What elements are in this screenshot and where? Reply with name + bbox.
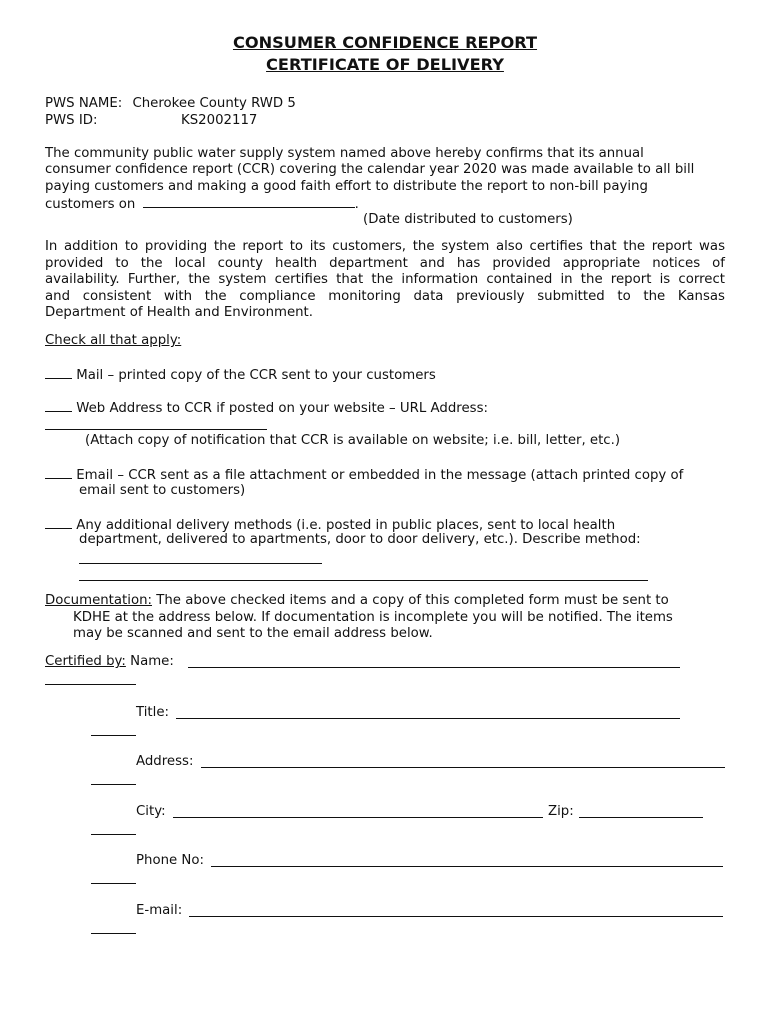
- documentation-label: Documentation:: [45, 593, 152, 608]
- distribution-date-field[interactable]: [143, 195, 355, 208]
- paragraph2-line5: Department of Health and Environment.: [45, 305, 313, 321]
- url-address-field[interactable]: [45, 429, 267, 430]
- city-field[interactable]: [173, 817, 543, 818]
- paragraph2-line4: and consistent with the compliance monitoring data previously submitted to the Kansas: [45, 288, 725, 304]
- email-field-continuation[interactable]: [91, 933, 136, 934]
- documentation-line1: [45, 593, 669, 610]
- pws-id-row: [45, 113, 258, 130]
- paragraph1-line2: consumer confidence report (CCR) covering the calendar year 2020 was made available to all bill: [45, 162, 695, 177]
- option-email: [45, 466, 683, 485]
- paragraph1-line3: paying customers and making a good faith effort to distribute the report to non-bill paying: [45, 179, 648, 194]
- email-field[interactable]: [189, 916, 723, 917]
- option-web-note: (Attach copy of notification that CCR is available on website; i.e. bill, letter, etc.): [85, 433, 621, 448]
- title-label: Title:: [136, 705, 169, 720]
- pws-id-value: KS2002117: [181, 113, 258, 128]
- documentation-text1: The above checked items and a copy of this completed form must be sent to: [156, 593, 669, 608]
- paragraph2-line2: provided to the local county health department and has provided appropriate notices of: [45, 255, 725, 271]
- distribution-date-period: .: [354, 197, 359, 212]
- describe-method-field-1[interactable]: [79, 563, 322, 564]
- name-field[interactable]: [188, 667, 680, 668]
- email-label: E-mail:: [136, 903, 183, 918]
- name-label: Name:: [130, 654, 174, 669]
- zip-field[interactable]: [579, 817, 703, 818]
- option-email-line1: Email – CCR sent as a file attachment or embedded in the message (attach printed copy of: [76, 468, 684, 483]
- web-checkbox-blank[interactable]: [45, 399, 72, 412]
- pws-name-label: PWS NAME:: [45, 96, 123, 111]
- describe-method-field-2[interactable]: [79, 580, 648, 581]
- pws-name-value: Cherokee County RWD 5: [132, 96, 296, 111]
- address-field[interactable]: [201, 767, 725, 768]
- date-caption: (Date distributed to customers): [363, 212, 573, 227]
- paragraph2: [45, 239, 725, 322]
- phone-field[interactable]: [211, 866, 723, 867]
- mail-checkbox-blank[interactable]: [45, 366, 72, 379]
- option-web-label: Web Address to CCR if posted on your website – URL Address:: [76, 401, 488, 416]
- city-label: City:: [136, 804, 166, 819]
- pws-id-label: PWS ID:: [45, 113, 98, 128]
- option-mail-label: Mail – printed copy of the CCR sent to your customers: [76, 368, 436, 383]
- zip-label: Zip:: [548, 804, 574, 819]
- address-field-continuation[interactable]: [91, 784, 136, 785]
- check-heading: Check all that apply:: [45, 333, 182, 348]
- distribution-date-prefix: customers on: [45, 197, 136, 212]
- pws-name-row: [45, 96, 296, 113]
- address-label: Address:: [136, 754, 194, 769]
- paragraph1-line4: [45, 195, 359, 214]
- email-checkbox-blank[interactable]: [45, 466, 72, 479]
- title-field-continuation[interactable]: [91, 735, 136, 736]
- option-other-line1: Any additional delivery methods (i.e. posted in public places, sent to local health: [76, 518, 616, 533]
- title-field[interactable]: [176, 718, 680, 719]
- phone-field-continuation[interactable]: [91, 883, 136, 884]
- documentation-line2: KDHE at the address below. If documentation is incomplete you will be notified. The items: [73, 610, 673, 625]
- option-web: [45, 399, 488, 418]
- documentation-line3: may be scanned and sent to the email address below.: [73, 626, 433, 641]
- form-title: CONSUMER CONFIDENCE REPORT: [232, 33, 538, 52]
- form-subtitle: CERTIFICATE OF DELIVERY: [266, 55, 504, 74]
- certified-by-label: Certified by:: [45, 654, 126, 669]
- option-email-line2: email sent to customers): [79, 483, 246, 498]
- phone-label: Phone No:: [136, 853, 204, 868]
- option-other-line2: department, delivered to apartments, door to door delivery, etc.). Describe method:: [79, 532, 641, 547]
- paragraph1-line1: The community public water supply system named above hereby confirms that its annual: [45, 146, 644, 161]
- paragraph2-line3: availability. Further, the system certifies that the information contained in the report is correct: [45, 272, 725, 288]
- paragraph2-line1: In addition to providing the report to its customers, the system also certifies that the report was: [45, 239, 725, 254]
- option-mail: [45, 366, 436, 385]
- other-checkbox-blank[interactable]: [45, 516, 72, 529]
- certified-name-row: [45, 654, 174, 671]
- name-field-continuation[interactable]: [45, 684, 136, 685]
- city-field-continuation[interactable]: [91, 834, 136, 835]
